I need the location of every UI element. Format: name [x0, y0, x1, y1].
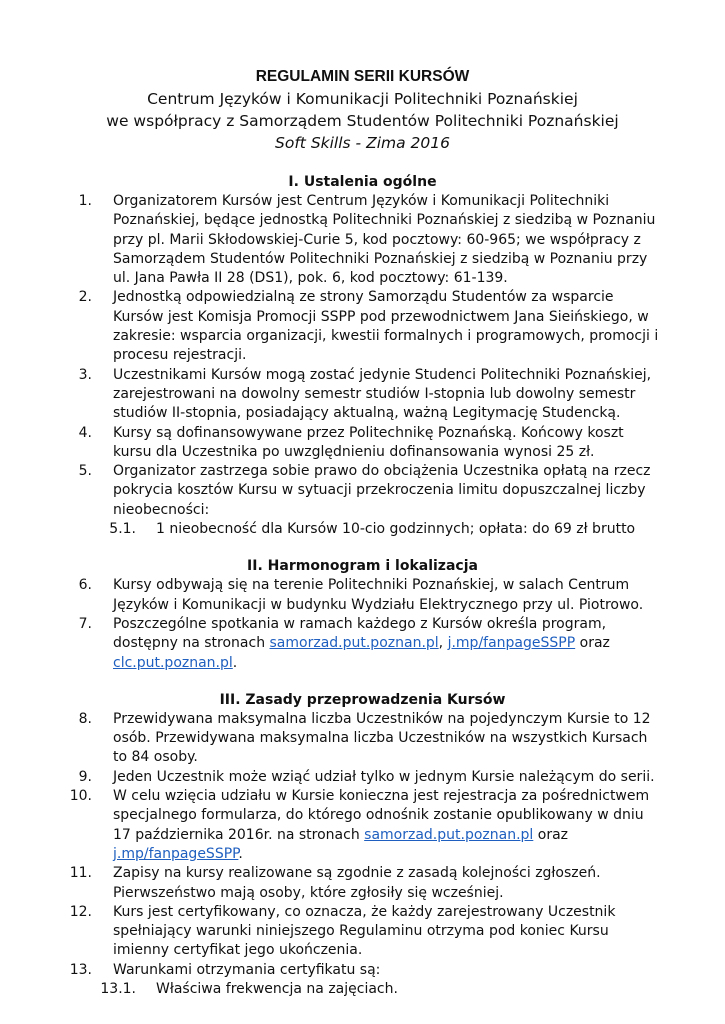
item-text: Kursy odbywają się na terenie Politechniki Poznańskiej, w salach Centrum Języków i Komunikacji w budynku Wydziału Elektrycznego przy ul. Piotrowo. — [113, 577, 644, 613]
document-edition: Soft Skills - Zima 2016 — [275, 134, 450, 152]
section-list — [0, 576, 725, 672]
item-text: Organizator zastrzega sobie prawo do obciążenia Uczestnika opłatą na rzecz pokrycia kosztów Kursu w sytuacji przekroczenia limitu dopuszczalnej liczby nieobecności: — [113, 463, 651, 518]
item-number: 3. — [78, 366, 92, 383]
document-title: REGULAMIN SERII KURSÓW — [255, 68, 470, 85]
list-item — [0, 903, 725, 961]
item-number: 10. — [69, 788, 92, 805]
samorzad-link[interactable]: samorzad.put.poznan.pl — [364, 826, 534, 843]
item-text-start: W celu wzięcia udziału w Kursie konieczna jest rejestracja za pośrednictwem specjalnego formularza, do którego odnośnik zostanie opublikowany w dniu 17 października 2016r. na stronach — [113, 788, 650, 843]
item-text-separator: , — [438, 635, 448, 652]
item-number: 5. — [78, 463, 92, 480]
section-heading: III. Zasady przeprowadzenia Kursów — [219, 691, 506, 708]
item-number: 8. — [78, 710, 92, 727]
item-text-separator: oraz — [533, 826, 569, 843]
section-rules — [0, 690, 725, 999]
list-subitem — [0, 980, 725, 999]
item-text: Warunkami otrzymania certyfikatu są: — [113, 961, 381, 978]
document-header — [0, 0, 725, 154]
item-text: Jeden Uczestnik może wziąć udział tylko w jednym Kursie należącym do serii. — [113, 768, 655, 785]
item-text: Kursy są dofinansowywane przez Politechnikę Poznańską. Końcowy koszt kursu dla Uczestnika po uwzględnieniu dofinansowania wynosi 25 zł. — [113, 424, 624, 460]
item-text-separator: oraz — [575, 635, 610, 652]
section-heading: I. Ustalenia ogólne — [288, 174, 437, 190]
list-item — [0, 961, 725, 980]
list-item — [0, 288, 725, 365]
subitem-text: 1 nieobecność dla Kursów 10-cio godzinnych; opłata: do 69 zł brutto — [156, 521, 636, 538]
item-text: Uczestnikami Kursów mogą zostać jedynie Studenci Politechniki Poznańskiej, zarejestrowani na dowolny semestr studiów I-stopnia lub dowolny semestr studiów II-stopnia, posiadający aktualną, ważną Legitymację Studencką. — [113, 366, 652, 422]
subitem-number: 13.1. — [100, 980, 136, 997]
section-heading: II. Harmonogram i lokalizacja — [247, 558, 478, 575]
section-list — [0, 710, 725, 999]
list-subitem — [0, 520, 725, 539]
item-text: Jednostką odpowiedzialną ze strony Samorządu Studentów za wsparcie Kursów jest Komisja Promocji SSPP pod przewodnictwem Jana Sieińskiego, w zakresie: wsparcia organizacji, kwestii formalnych i programowych, promocji i procesu rejestracji. — [113, 289, 659, 364]
item-text-start: Poszczególne spotkania w ramach każdego z Kursów określa program, dostępny na stronach — [113, 615, 607, 652]
list-item — [0, 424, 725, 463]
item-number: 4. — [78, 424, 92, 441]
item-number: 11. — [69, 865, 92, 882]
fanpage-link[interactable]: j.mp/fanpageSSPP — [447, 635, 576, 652]
list-item — [0, 462, 725, 520]
item-number: 6. — [78, 577, 92, 594]
item-number: 2. — [78, 289, 92, 306]
item-text-end: . — [238, 845, 243, 862]
subitem-number: 5.1. — [109, 521, 136, 538]
list-item — [0, 366, 725, 424]
document-subtitle-line-1: Centrum Języków i Komunikacji Politechniki Poznańskiej — [147, 90, 578, 108]
item-number: 9. — [78, 768, 92, 785]
clc-link[interactable]: clc.put.poznan.pl — [113, 654, 233, 671]
item-number: 1. — [78, 193, 92, 209]
item-number: 12. — [69, 903, 92, 920]
section-list — [0, 192, 725, 539]
item-text: Organizatorem Kursów jest Centrum Języków i Komunikacji Politechniki Poznańskiej, będące jednostką Politechniki Poznańskiej z siedzibą w Poznaniu przy pl. Marii Skłodowskiej-Curie 5, kod pocztowy: 60-965; we współpracy z Samorządem Studentów Politechniki Poznańskiej z siedzibą w Poznaniu przy ul. Jana Pawła II 28 (DS1), pok. 6, kod pocztowy: 61-139. — [113, 193, 656, 287]
item-number: 13. — [69, 961, 92, 978]
item-text: Zapisy na kursy realizowane są zgodnie z zasadą kolejności zgłoszeń. Pierwszeństwo mają osoby, które zgłosiły się wcześniej. — [113, 865, 601, 901]
item-text-end: . — [232, 654, 238, 671]
item-text: Kurs jest certyfikowany, co oznacza, że każdy zarejestrowany Uczestnik spełniający warunki niniejszego Regulaminu otrzyma pod koniec Kursu imienny certyfikat jego ukończenia. — [113, 903, 616, 959]
list-item — [0, 710, 725, 768]
list-item — [0, 787, 725, 864]
list-item — [0, 576, 725, 615]
section-schedule — [0, 556, 725, 672]
list-item — [0, 615, 725, 673]
list-item — [0, 768, 725, 787]
list-item — [0, 864, 725, 903]
item-number: 7. — [78, 615, 92, 632]
document-subtitle-line-2: we współpracy z Samorządem Studentów Politechniki Poznańskiej — [106, 112, 619, 130]
list-item — [0, 192, 725, 288]
item-text: Przewidywana maksymalna liczba Uczestników na pojedynczym Kursie to 12 osób. Przewidywana maksymalna liczba Uczestników na wszystkich Kursach to 84 osoby. — [113, 710, 651, 766]
section-general — [0, 172, 725, 539]
subitem-text: Właściwa frekwencja na zajęciach. — [156, 980, 398, 997]
samorzad-link[interactable]: samorzad.put.poznan.pl — [269, 635, 439, 652]
fanpage-link[interactable]: j.mp/fanpageSSPP — [113, 845, 239, 862]
